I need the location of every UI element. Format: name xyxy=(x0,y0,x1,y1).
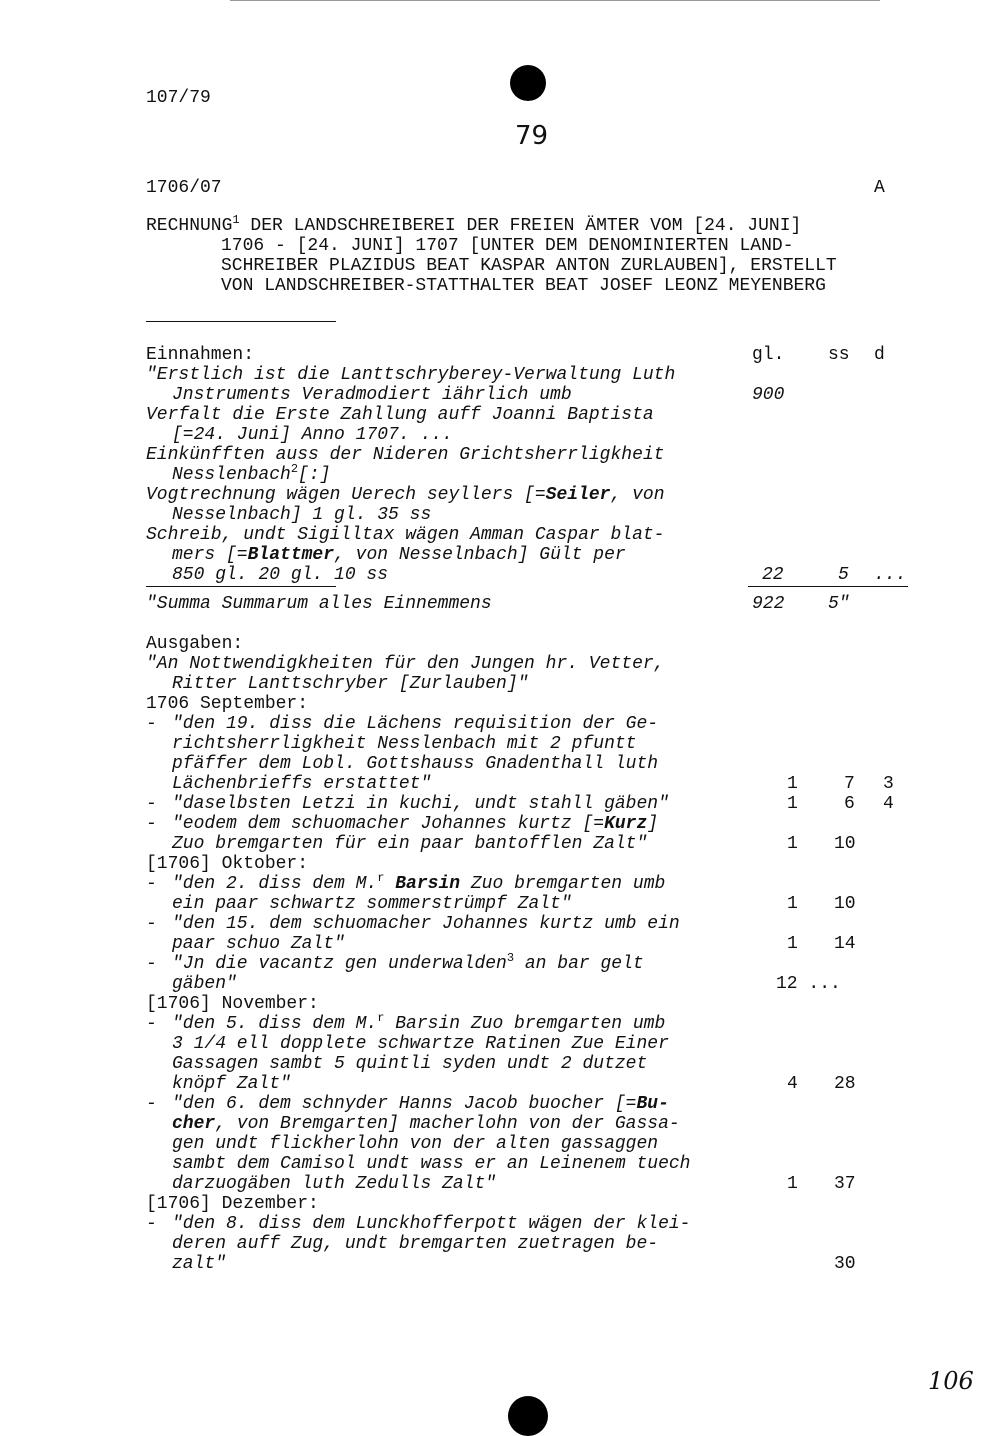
section-letter: A xyxy=(874,178,885,198)
entry-line: gen undt flickherlohn von der alten gassaggen xyxy=(172,1134,659,1154)
entry-dash: - xyxy=(146,874,157,894)
entry-line: "den 15. dem schuomacher Johannes kurtz umb ein xyxy=(172,914,680,934)
amount-ss: 7 xyxy=(844,774,855,794)
amount-d: ... xyxy=(874,565,907,585)
entry-line: richtsherrligkheit Nesslenbach mit 2 pfuntt xyxy=(172,734,637,754)
ausgaben-line: "An Nottwendigkheiten für den Jungen hr. Vetter, xyxy=(146,654,665,674)
title-line-3: SCHREIBER PLAZIDUS BEAT KASPAR ANTON ZURLAUBEN], ERSTELLT xyxy=(221,256,837,276)
entry-line: cher, von Bremgarten] macherlohn von der Gassa- xyxy=(172,1114,680,1134)
entry-line: paar schuo Zalt" xyxy=(172,934,345,954)
amount-gl: 900 xyxy=(752,385,785,405)
amount-gl: 1 xyxy=(787,934,798,954)
title-line-2: 1706 - [24. JUNI] 1707 [UNTER DEM DENOMINIERTEN LAND- xyxy=(221,236,794,256)
einnahmen-heading: Einnahmen: xyxy=(146,345,255,365)
entry-line: sambt dem Camisol undt wass er an Leinenem tuech xyxy=(172,1154,691,1174)
einnahmen-line: 850 gl. 20 gl. 10 ss xyxy=(172,565,389,585)
entry-line: 3 1/4 ell dopplete schwartze Ratinen Zue Einer xyxy=(172,1034,669,1054)
entry-line: "eodem dem schuomacher Johannes kurtz [=Kurz] xyxy=(172,814,659,834)
amount-gl: 1 xyxy=(787,794,798,814)
amount-gl: 1 xyxy=(787,834,798,854)
entry-line: ein paar schwartz sommerstrümpf Zalt" xyxy=(172,894,572,914)
amount-d: 3 xyxy=(883,774,894,794)
amount-gl: 1 xyxy=(787,774,798,794)
summa-line: "Summa Summarum alles Einnemmens xyxy=(146,594,492,614)
ausgaben-heading: Ausgaben: xyxy=(146,634,244,654)
entry-dash: - xyxy=(146,1014,157,1034)
amount-ss: 6 xyxy=(844,794,855,814)
punch-hole-bottom xyxy=(508,1396,548,1436)
year-label: 1706/07 xyxy=(146,178,222,198)
einnahmen-line: Schreib, undt Sigilltax wägen Amman Caspar blat- xyxy=(146,525,665,545)
title-rule xyxy=(146,321,336,322)
amount-ss: 5 xyxy=(838,565,849,585)
month-heading: [1706] November: xyxy=(146,994,319,1014)
entry-line: Zuo bremgarten für ein paar bantofflen Zalt" xyxy=(172,834,648,854)
entry-dash: - xyxy=(146,1094,157,1114)
entry-dash: - xyxy=(146,714,157,734)
entry-dash: - xyxy=(146,954,157,974)
entry-line: "daselbsten Letzi in kuchi, undt stahll gäben" xyxy=(172,794,669,814)
month-heading: [1706] Oktober: xyxy=(146,854,309,874)
entry-dash: - xyxy=(146,794,157,814)
einnahmen-line: Nesslenbach$^2$[:] xyxy=(172,462,331,485)
page-number: 79 xyxy=(515,121,549,151)
month-heading: 1706 September: xyxy=(146,694,309,714)
amount-gl: 1 xyxy=(787,894,798,914)
summa-gl: 922 xyxy=(752,594,785,614)
entry-line: deren auff Zug, undt bremgarten zuetragen be- xyxy=(172,1234,659,1254)
entry-line: pfäffer dem Lobl. Gottshauss Gnadenthall luth xyxy=(172,754,659,774)
punch-hole-top xyxy=(510,65,546,101)
entry-line: "den 2. diss dem M.$^r$ Barsin Zuo bremgarten umb xyxy=(172,871,666,894)
entry-line: "den 6. dem schnyder Hanns Jacob buocher [=Bu- xyxy=(172,1094,669,1114)
entry-line: "den 19. diss die Lächens requisition der Ge- xyxy=(172,714,659,734)
amount-gl: 1 xyxy=(787,1174,798,1194)
amount-ss: 10 xyxy=(834,834,856,854)
handwritten-page-number: 106 xyxy=(928,1367,974,1395)
amount-gl: 4 xyxy=(787,1074,798,1094)
einnahmen-line: Einkünfften auss der Nideren Grichtsherrligkheit xyxy=(146,445,665,465)
entry-dash: - xyxy=(146,814,157,834)
page-reference: 107/79 xyxy=(146,88,211,108)
entry-dash: - xyxy=(146,914,157,934)
entry-line: Gassagen sambt 5 quintli syden undt 2 dutzet xyxy=(172,1054,648,1074)
entry-line: "Jn die vacantz gen underwalden$^3$ an bar gelt xyxy=(172,951,644,974)
amount-gl: 12 ... xyxy=(776,974,841,994)
scan-top-line xyxy=(230,0,880,1)
entry-line: darzuogäben luth Zedulls Zalt" xyxy=(172,1174,497,1194)
subtotal-rule xyxy=(146,586,336,587)
amount-ss: 30 xyxy=(834,1254,856,1274)
ausgaben-line: Ritter Lanttschryber [Zurlauben]" xyxy=(172,674,529,694)
entry-line: "den 8. diss dem Lunckhofferpott wägen der klei- xyxy=(172,1214,691,1234)
einnahmen-line: mers [=Blattmer, von Nesselnbach] Gült per xyxy=(172,545,626,565)
month-heading: [1706] Dezember: xyxy=(146,1194,319,1214)
amount-ss: 10 xyxy=(834,894,856,914)
entry-line: "den 5. diss dem M.$^r$ Barsin Zuo bremgarten umb xyxy=(172,1011,666,1034)
einnahmen-line: Verfalt die Erste Zahllung auff Joanni Baptista xyxy=(146,405,654,425)
subtotal-rule xyxy=(748,586,908,587)
amount-ss: 37 xyxy=(834,1174,856,1194)
einnahmen-line: Vogtrechnung wägen Uerech seyllers [=Seiler, von xyxy=(146,485,665,505)
summa-ss: 5" xyxy=(828,594,850,614)
column-d: d xyxy=(874,345,885,365)
einnahmen-line: [=24. Juni] Anno 1707. ... xyxy=(172,425,453,445)
einnahmen-line: "Erstlich ist die Lanttschryberey-Verwaltung Luth xyxy=(146,365,676,385)
title-line-1: RECHNUNG$^1$ DER LANDSCHREIBEREI DER FREIEN ÄMTER VOM [24. JUNI] xyxy=(146,213,802,236)
amount-d: 4 xyxy=(883,794,894,814)
title-line-4: VON LANDSCHREIBER-STATTHALTER BEAT JOSEF LEONZ MEYENBERG xyxy=(221,276,826,296)
column-gl: gl. xyxy=(752,345,785,365)
einnahmen-line: Jnstruments Veradmodiert iährlich umb xyxy=(172,385,572,405)
column-ss: ss xyxy=(828,345,850,365)
amount-ss: 28 xyxy=(834,1074,856,1094)
amount-gl: 22 xyxy=(762,565,784,585)
einnahmen-line: Nesselnbach] 1 gl. 35 ss xyxy=(172,505,432,525)
entry-dash: - xyxy=(146,1214,157,1234)
entry-line: Lächenbrieffs erstattet" xyxy=(172,774,432,794)
entry-line: gäben" xyxy=(172,974,237,994)
entry-line: zalt" xyxy=(172,1254,227,1274)
entry-line: knöpf Zalt" xyxy=(172,1074,291,1094)
amount-ss: 14 xyxy=(834,934,856,954)
